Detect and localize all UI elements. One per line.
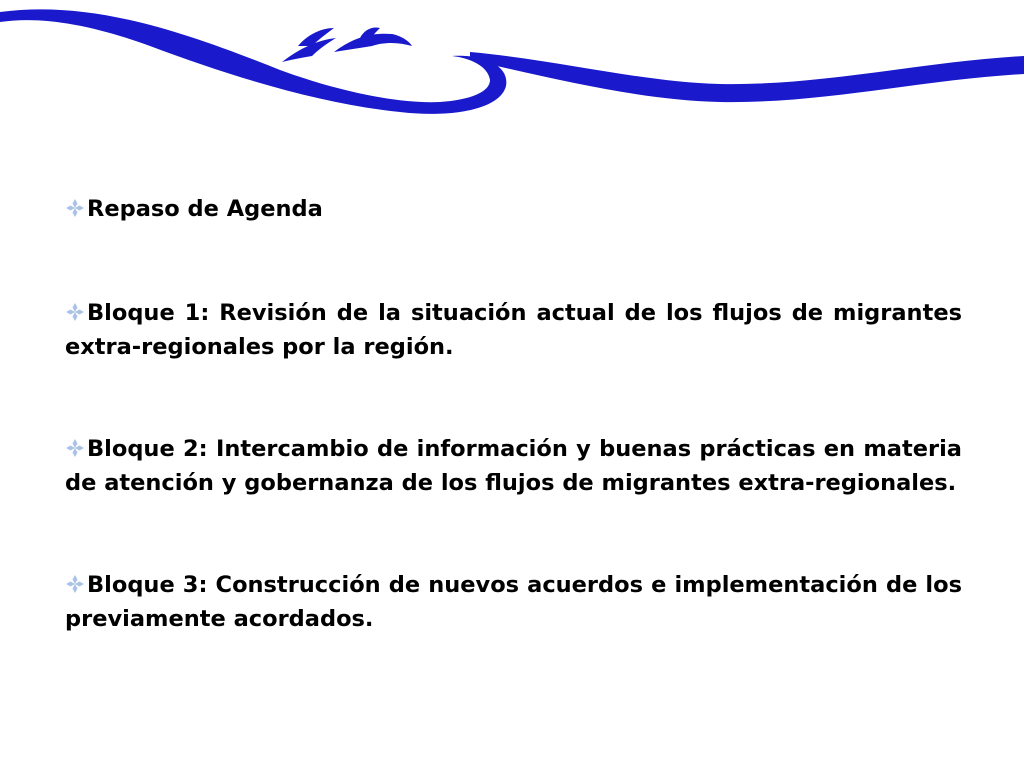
diamond-bullet-icon bbox=[65, 439, 85, 457]
agenda-item bbox=[60, 192, 962, 226]
diamond-bullet-icon bbox=[65, 303, 85, 321]
agenda-item-text: Bloque 1: Revisión de la situación actual de los flujos de migrantes extra-regionales por la región. bbox=[65, 300, 962, 360]
agenda-item bbox=[60, 296, 962, 364]
agenda-item-text: Bloque 3: Construcción de nuevos acuerdos e implementación de los previamente acordados. bbox=[65, 572, 962, 632]
agenda-item-text: Repaso de Agenda bbox=[87, 196, 323, 222]
bird-wave-logo-icon bbox=[0, 0, 1024, 130]
diamond-bullet-icon bbox=[65, 199, 85, 217]
agenda-item-text: Bloque 2: Intercambio de información y buenas prácticas en materia de atención y gobernanza de los flujos de migrantes extra-regionales. bbox=[65, 436, 962, 496]
agenda-item bbox=[60, 568, 962, 636]
agenda-item bbox=[60, 432, 962, 500]
diamond-bullet-icon bbox=[65, 575, 85, 593]
